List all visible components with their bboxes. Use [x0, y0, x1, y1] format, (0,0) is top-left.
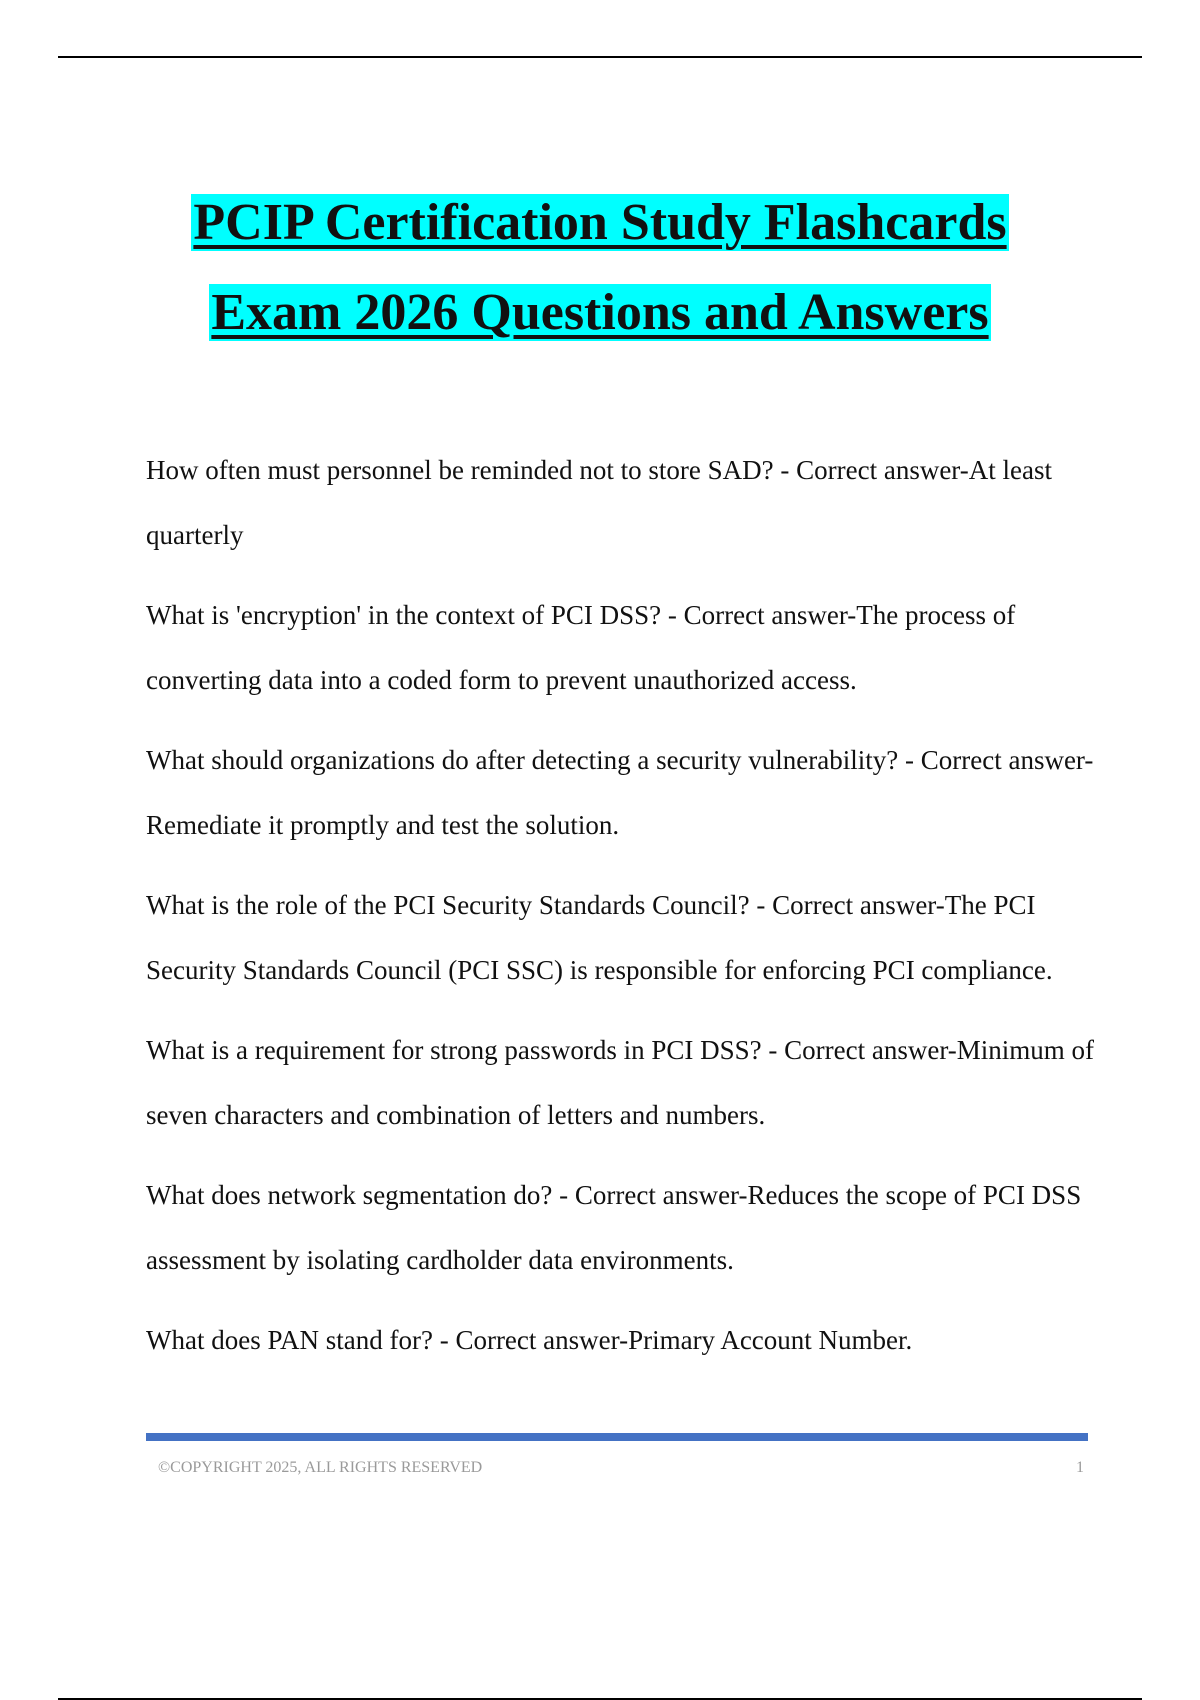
title-highlight-2: Exam 2026 Questions and Answers: [211, 284, 989, 341]
title-highlight-1: PCIP Certification Study Flashcards: [193, 194, 1007, 251]
qa-item: What is the role of the PCI Security Standards Council? - Correct answer-The PCI Security Standards Council (PCI SSC) is responsible for enforcing PCI compliance.: [146, 890, 1053, 985]
page-number: 1: [1076, 1459, 1084, 1476]
qa-item: What should organizations do after detecting a security vulnerability? - Correct answer-Remediate it promptly and test the solution.: [146, 745, 1094, 840]
page-title: [0, 178, 1200, 358]
footer-bar: [146, 1433, 1088, 1441]
qa-list: [146, 438, 1096, 1389]
footer-copyright: ©COPYRIGHT 2025, ALL RIGHTS RESERVED: [158, 1459, 483, 1476]
qa-item: What is a requirement for strong passwords in PCI DSS? - Correct answer-Minimum of seven characters and combination of letters and numbers.: [146, 1035, 1095, 1130]
qa-item: How often must personnel be reminded not to store SAD? - Correct answer-At least quarterly: [146, 455, 1052, 550]
qa-item: What does network segmentation do? - Correct answer-Reduces the scope of PCI DSS assessment by isolating cardholder data environments.: [146, 1180, 1082, 1275]
top-rule: [58, 56, 1142, 58]
title-line-2: [0, 268, 1200, 358]
title-line-1: [0, 178, 1200, 268]
qa-item: What does PAN stand for? - Correct answer-Primary Account Number.: [146, 1325, 913, 1355]
qa-item: What is 'encryption' in the context of PCI DSS? - Correct answer-The process of converting data into a coded form to prevent unauthorized access.: [146, 600, 1016, 695]
